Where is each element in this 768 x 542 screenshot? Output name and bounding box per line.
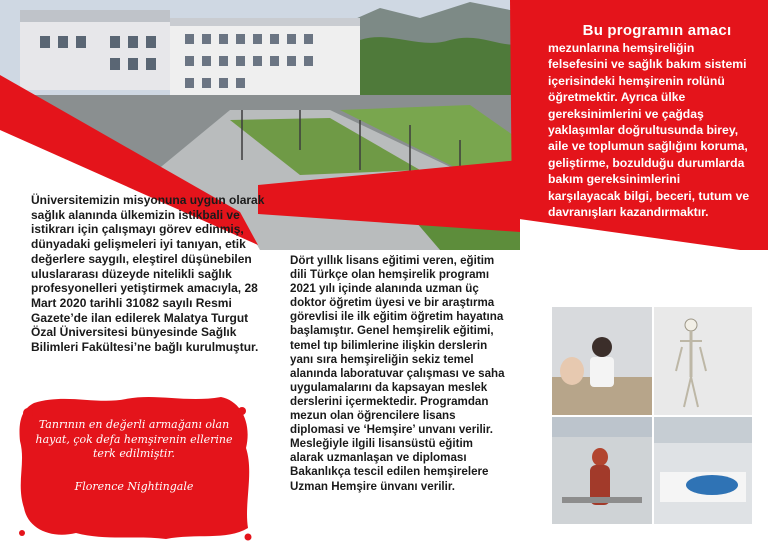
lab-photo-skeleton xyxy=(654,307,752,415)
quote xyxy=(34,418,234,494)
program-paragraph: Dört yıllık lisans eğitimi veren, eğitim dili Türkçe olan hemşirelik programı 2021 yılı içinde alanında uzman üç doktor öğretim üyesi ve bir araştırma görevlisi ile ilk eğitim öğretim hayatına başlamıştır. Genel hemşirelik eğitimi, temel tıp bilimlerine ilişkin derslerin yanı sıra hemşireliğin sekiz temel alanında laboratuvar çalışması ve saha uygulamalarını da kapsayan meslek derslerini içermektedir. Programdan mezun olan öğrencilere lisans diplomasi ve ‘Hemşire’ unvanı verilir. Mesleğiyle ilgili lisansüstü eğitim alarak uzmanlaşan ve diploması Bakanlıkça tescil edilen hemşirelere Uzman Hemşire ünvanı verilir. xyxy=(290,254,505,493)
lab-photo-anatomy-model xyxy=(552,417,652,524)
quote-text: Tanrının en değerli armağanı olan hayat, çok defa hemşirenin ellerine terk edilmiştir. xyxy=(35,418,233,460)
lab-photo-collage xyxy=(552,307,752,524)
aim-title: Bu programın amacı xyxy=(582,22,732,39)
mission-paragraph: Üniversitemizin misyonuna uygun olarak sağlık alanında ülkemizin istikbali ve istikrarı için çalışmayı görev edinmiş, dünyadaki gelişmeleri iyi tanıyan, etik değerlere saygılı, eleştirel düşünebilen uluslararası düzeyde nitelikli sağlık profesyonelleri yetiştirmek amacıyla, 28 Mart 2020 tarihli 31082 sayılı Resmi Gazete’de ilan edilerek Malatya Turgut Özal Üniversitesi bünyesinde Sağlık Bilimleri Fakültesi’ne bağlı kurulmuştur. xyxy=(31,193,265,355)
quote-author: Florence Nightingale xyxy=(74,479,194,493)
lab-photo-instructor xyxy=(552,307,652,415)
aim-paragraph: mezunlarına hemşireliğin felsefesini ve sağlık bakım sistemi içerisindeki hemşirenin rolünü öğretmektir. Ayrıca ülke gereksinimlerini ve çağdaş yaklaşımlar doğrultusunda birey, aile ve toplumun sağlığını koruma, geliştirme, bozulduğu durumlarda bakım gereksinimlerini karşılayacak bilgi, beceri, tutum ve davranışları kazandırmaktır. xyxy=(548,41,750,220)
lab-photo-mannequins xyxy=(654,417,752,524)
